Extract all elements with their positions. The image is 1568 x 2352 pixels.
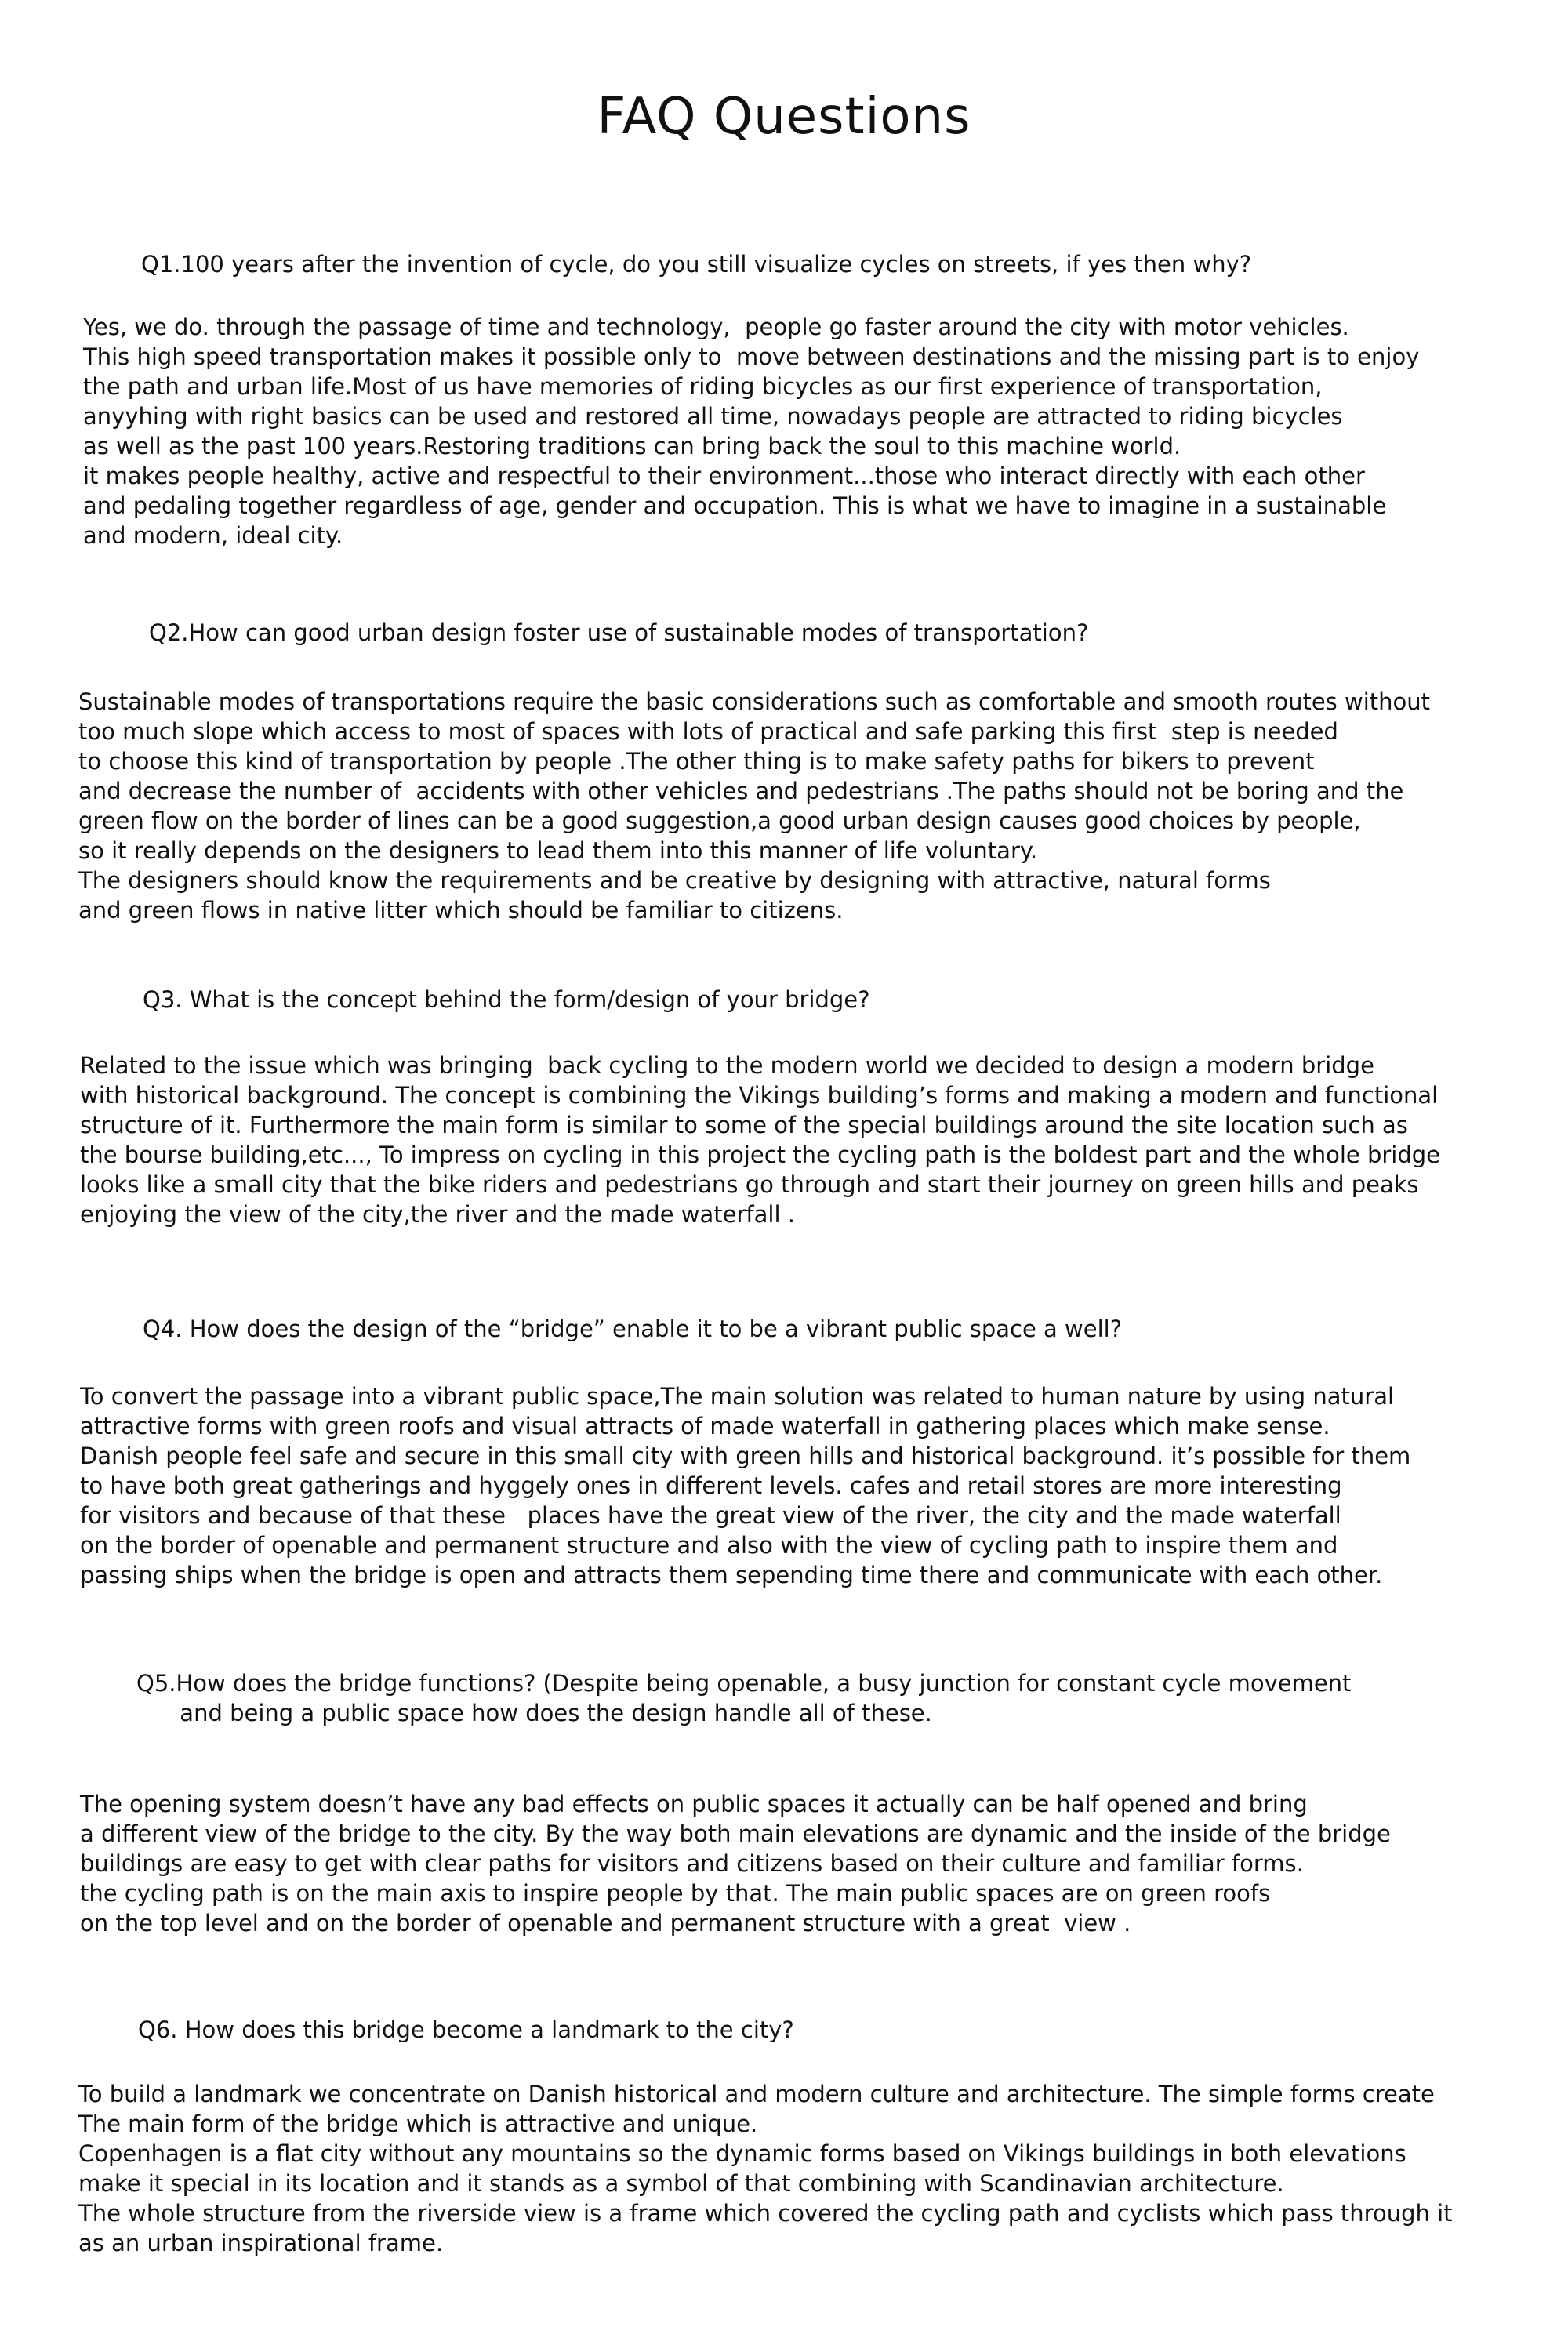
answer-line: on the top level and on the border of openable and permanent structure with a great view .	[80, 1910, 1131, 1936]
answer-line: and pedaling together regardless of age, gender and occupation. This is what we have to imagine in a sustainable	[83, 492, 1387, 519]
answer-line: The opening system doesn’t have any bad effects on public spaces it actually can be half opened and bring	[80, 1791, 1308, 1817]
answer-line: attractive forms with green roofs and visual attracts of made waterfall in gathering places which make sense.	[80, 1413, 1330, 1439]
answer-line: Yes, we do. through the passage of time and technology, people go faster around the city with motor vehicles.	[83, 314, 1349, 340]
faq-question-5: Q5.How does the bridge functions? (Despite being openable, a busy junction for constant cycle movement and being a public space how does the design handle all of these.	[136, 1670, 1352, 1726]
faq-question-2: Q2.How can good urban design foster use of sustainable modes of transportation?	[149, 619, 1089, 646]
answer-line: structure of it. Furthermore the main form is similar to some of the special buildings around the site location such as	[80, 1112, 1408, 1138]
answer-line: on the border of openable and permanent structure and also with the view of cycling path to inspire them and	[80, 1532, 1338, 1559]
answer-line: This high speed transportation makes it possible only to move between destinations and the missing part is to enjoy	[83, 343, 1420, 370]
answer-line: green flow on the border of lines can be a good suggestion,a good urban design causes good choices by people,	[78, 808, 1361, 834]
answer-line: The whole structure from the riverside view is a frame which covered the cycling path and cyclists which pass through it	[78, 2200, 1453, 2227]
faq-answer-6	[78, 2079, 1453, 2258]
answer-line: and decrease the number of accidents with other vehicles and pedestrians .The paths should not be boring and the	[78, 778, 1404, 804]
faq-answer-3	[80, 1051, 1440, 1229]
faq-answer-2	[78, 687, 1430, 925]
answer-line: as an urban inspirational frame.	[78, 2230, 444, 2256]
answer-line: to choose this kind of transportation by people .The other thing is to make safety paths for bikers to prevent	[78, 748, 1315, 775]
faq-question-4: Q4. How does the design of the “bridge” enable it to be a vibrant public space a well?	[143, 1316, 1123, 1342]
faq-answer-5	[80, 1789, 1391, 1938]
answer-line: The main form of the bridge which is attractive and unique.	[78, 2111, 758, 2137]
faq-question-3: Q3. What is the concept behind the form/design of your bridge?	[143, 986, 870, 1013]
answer-line: Sustainable modes of transportations require the basic considerations such as comfortable and smooth routes without	[78, 688, 1431, 715]
answer-line: anyyhing with right basics can be used and restored all time, nowadays people are attracted to riding bicycles	[83, 403, 1343, 430]
answer-line: Copenhagen is a flat city without any mountains so the dynamic forms based on Vikings buildings in both elevations	[78, 2140, 1406, 2167]
answer-line: enjoying the view of the city,the river and the made waterfall .	[80, 1201, 795, 1228]
page-title: FAQ Questions	[597, 88, 971, 146]
answer-line: passing ships when the bridge is open and attracts them sepending time there and communicate with each other.	[80, 1562, 1383, 1588]
answer-line: Danish people feel safe and secure in this small city with green hills and historical background. it’s possible for them	[80, 1443, 1411, 1469]
faq-question-1: Q1.100 years after the invention of cycle, do you still visualize cycles on streets, if yes then why?	[141, 251, 1252, 278]
answer-line: to have both great gatherings and hyggely ones in different levels. cafes and retail stores are more interesting	[80, 1472, 1342, 1499]
answer-line: a different view of the bridge to the city. By the way both main elevations are dynamic and the inside of the bridge	[80, 1820, 1391, 1847]
faq-answer-1	[83, 312, 1419, 550]
answer-line: The designers should know the requirements and be creative by designing with attractive, natural forms	[78, 867, 1271, 894]
answer-line: too much slope which access to most of spaces with lots of practical and safe parking this first step is needed	[78, 718, 1338, 745]
answer-line: Related to the issue which was bringing back cycling to the modern world we decided to design a modern bridge	[80, 1052, 1374, 1079]
answer-line: and green flows in native litter which should be familiar to citizens.	[78, 897, 844, 924]
answer-line: make it special in its location and it stands as a symbol of that combining with Scandinavian architecture.	[78, 2170, 1284, 2197]
answer-line: the path and urban life.Most of us have memories of riding bicycles as our first experience of transportation,	[83, 373, 1323, 400]
answer-line: with historical background. The concept is combining the Vikings building’s forms and making a modern and functional	[80, 1082, 1439, 1109]
answer-line: the bourse building,etc..., To impress on cycling in this project the cycling path is the boldest part and the whole bridge	[80, 1142, 1441, 1168]
faq-question-6: Q6. How does this bridge become a landmark to the city?	[138, 2016, 794, 2043]
answer-line: so it really depends on the designers to lead them into this manner of life voluntary.	[78, 837, 1038, 864]
answer-line: and modern, ideal city.	[83, 522, 343, 549]
answer-line: To build a landmark we concentrate on Danish historical and modern culture and architecture. The simple forms create	[78, 2081, 1435, 2107]
answer-line: as well as the past 100 years.Restoring traditions can bring back the soul to this machine world.	[83, 433, 1181, 459]
answer-line: To convert the passage into a vibrant public space,The main solution was related to human nature by using natural	[80, 1383, 1395, 1410]
answer-line: for visitors and because of that these places have the great view of the river, the city and the made waterfall	[80, 1502, 1341, 1529]
answer-line: looks like a small city that the bike riders and pedestrians go through and start their journey on green hills and peaks	[80, 1171, 1419, 1198]
answer-line: the cycling path is on the main axis to inspire people by that. The main public spaces are on green roofs	[80, 1880, 1271, 1907]
answer-line: it makes people healthy, active and respectful to their environment...those who interact directly with each other	[83, 463, 1365, 489]
answer-line: buildings are easy to get with clear paths for visitors and citizens based on their culture and familiar forms.	[80, 1850, 1304, 1877]
faq-answer-4	[80, 1381, 1410, 1590]
